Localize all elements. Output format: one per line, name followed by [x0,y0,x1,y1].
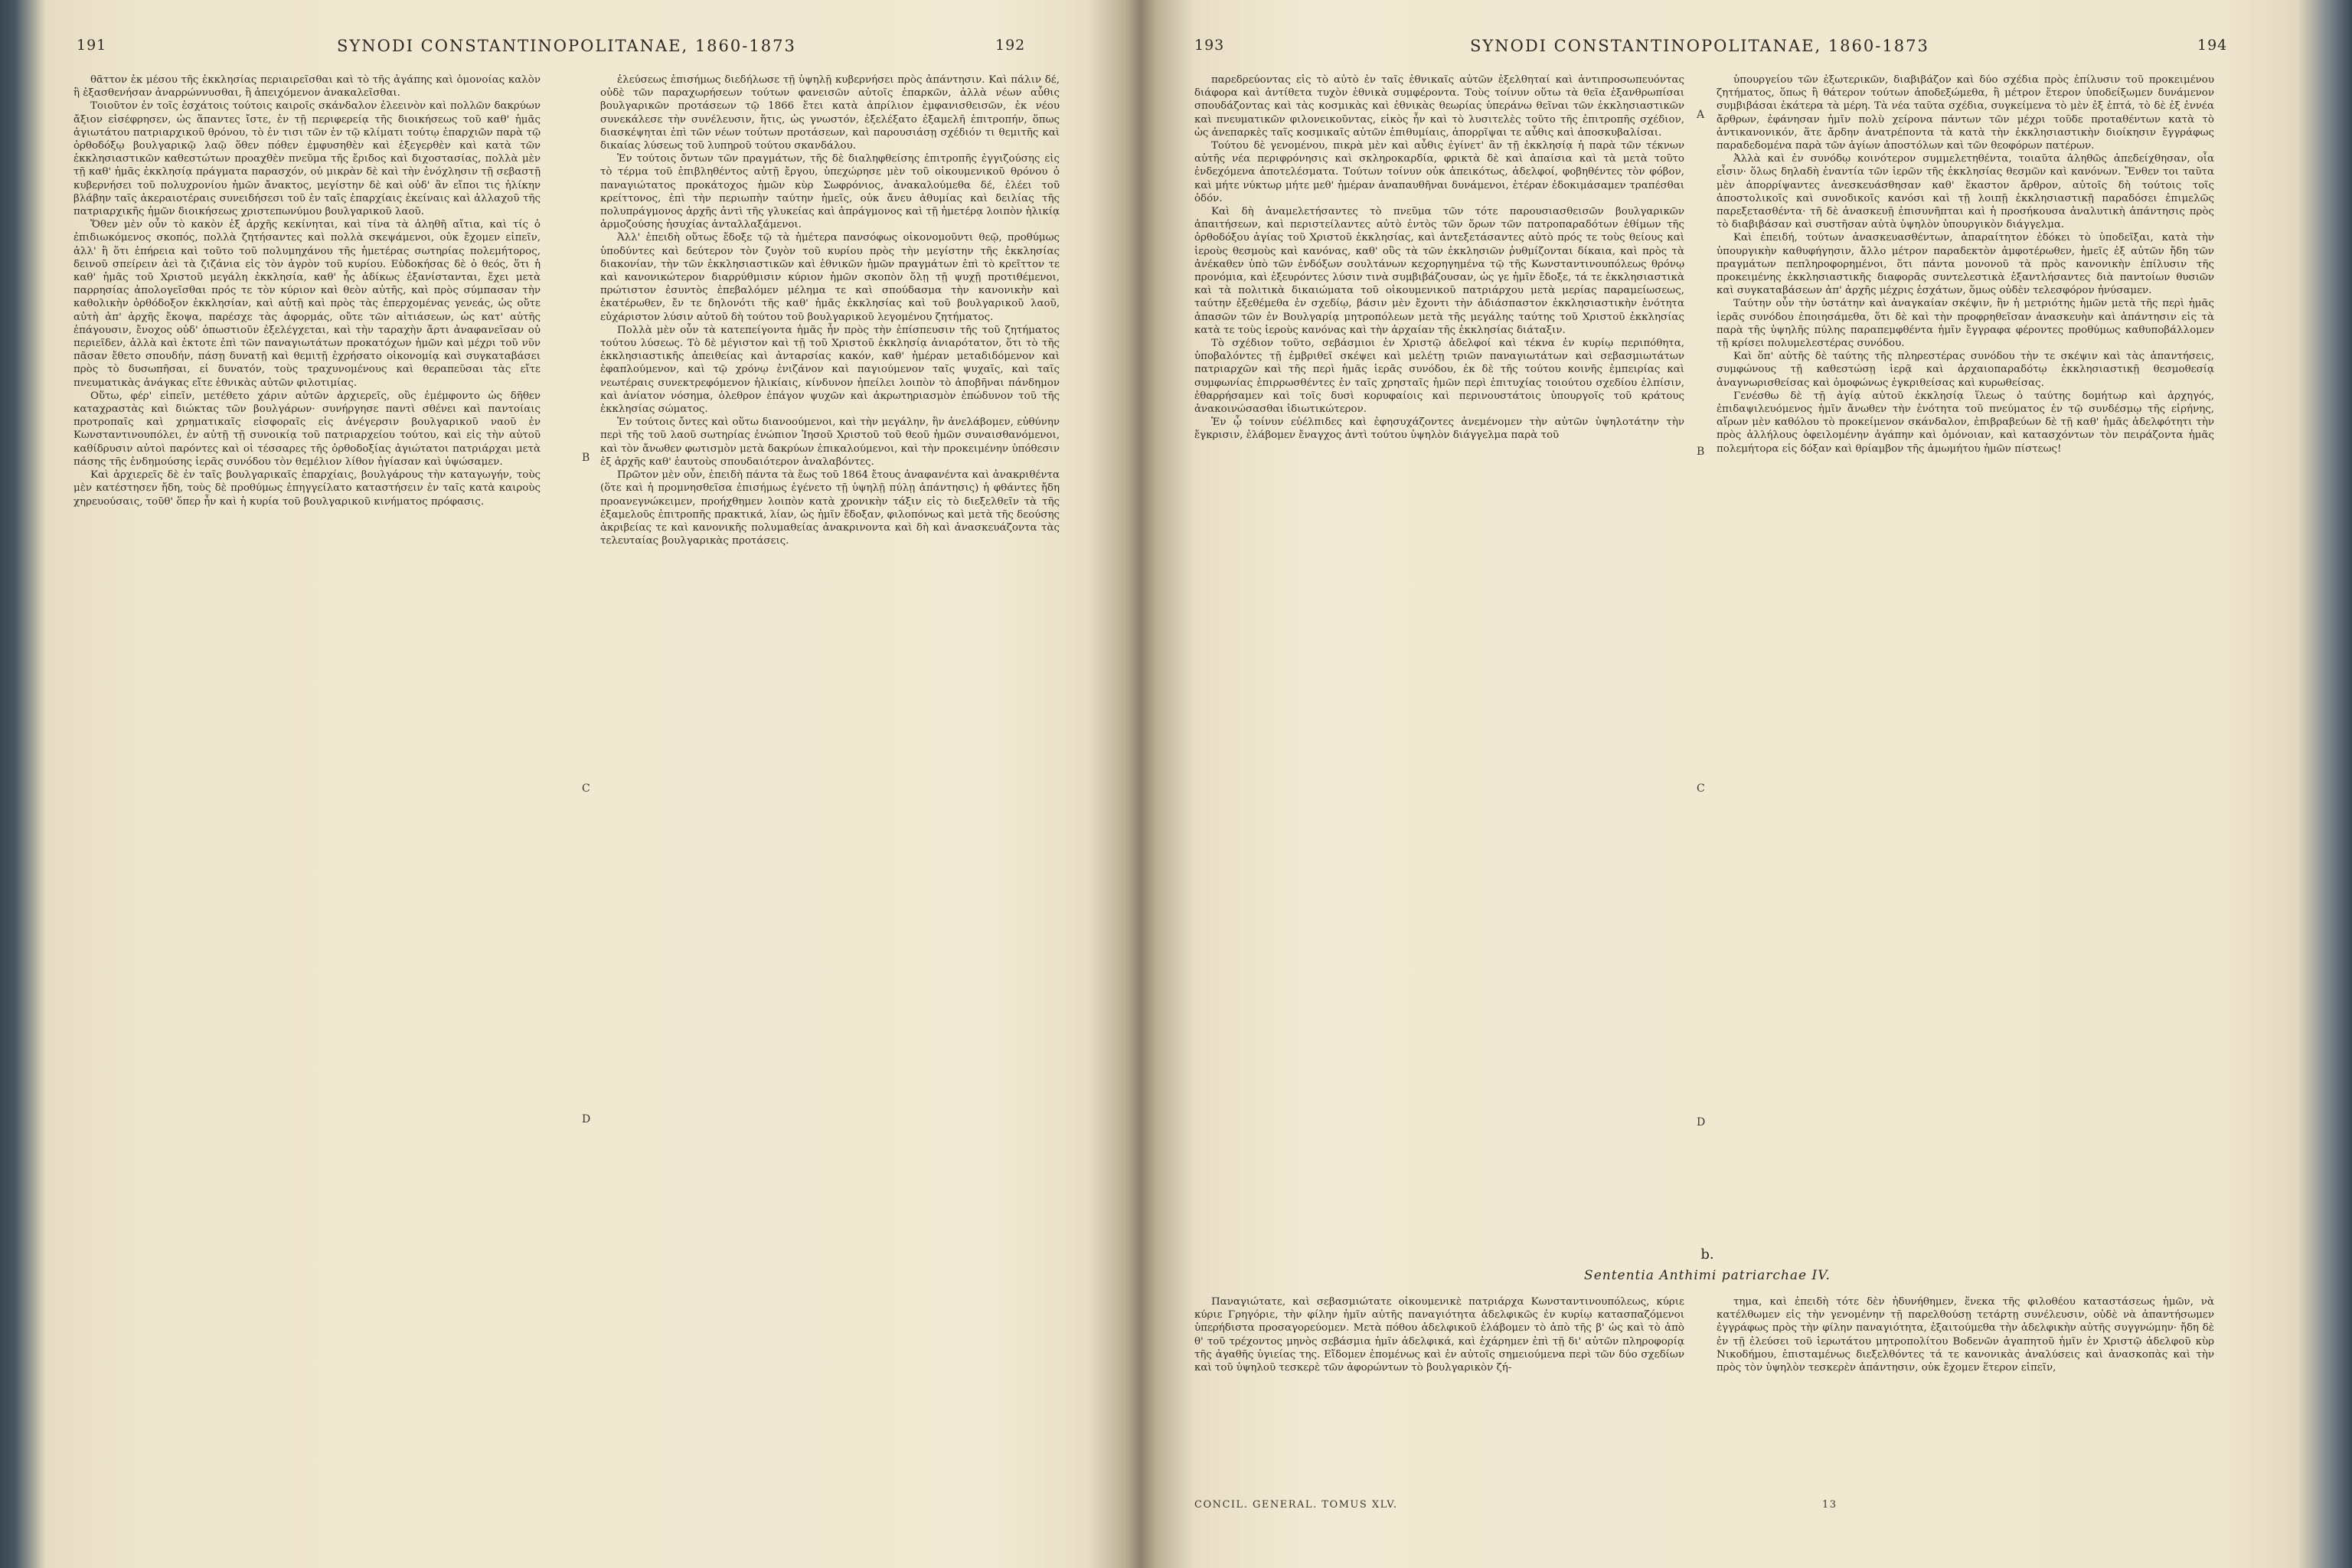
paragraph: Καὶ ὅπ' αὐτῆς δὲ ταύτης τῆς πληρεστέρας συνόδου τὴν τε σκέψιν καὶ τὰς ἀπαντήσεις, συμφώνους τῇ καθεστώσῃ ἱερᾷ καὶ ἀρχαιοπαραδότῳ ἐκκλησιαστικῇ θεσμοθεσίᾳ ἀναγνωρισθείσας καὶ ὁμοφώνως ἐγκριθείσας καὶ κυρωθείσας. [1717,351,2214,389]
text-column-right [600,74,1060,1513]
text-column-left [74,74,541,1513]
footer-signature: 13 [1822,1499,1838,1511]
paragraph: Τὸ σχέδιον τοῦτο, σεβάσμιοι ἐν Χριστῷ ἀδελφοί καὶ τέκνα ἐν κυρίῳ περιπόθητα, ὑποβαλόντες τῇ ἐμβριθεῖ σκέψει καὶ μελέτῃ τριῶν παναγιωτάτων καὶ σεβασμιωτάτων πατριαρχῶν καὶ τῆς περὶ ἡμᾶς ἱερᾶς συνόδου, ἐκ δὲ τῆς τούτου κοινῆς ἐμπειρίας καὶ συμφωνίας ἐπιρρωσθέντες ἐν ταῖς χρησταῖς ἡμῶν περὶ ἐπιτυχίας τοιούτου σχεδίου ἐλπίσιν, ἐθαρρήσαμεν καὶ τοῖς δυσὶ κορυφαίοις καὶ περινουστάτοις ὑπουργοῖς τοῦ κράτους ἀνακοινώσασθαι ἰδιωτικώτερον. [1194,338,1684,416]
paragraph: Ἐν τούτοις ὄντες καὶ οὕτω διανοούμενοι, καὶ τὴν μεγάλην, ἣν ἀνελάβομεν, εὐθύνην περὶ τῆς τοῦ λαοῦ σωτηρίας ἐνώπιον Ἰησοῦ Χριστοῦ τοῦ θεοῦ ἡμῶν συναισθανόμενοι, καὶ τὸν ἄνωθεν φωτισμὸν μετὰ δακρύων ἐπικαλούμενοι, καὶ τὴν προκειμένην ὑπόθεσιν ἐξ ἀρχῆς καθ' ἑαυτοὺς σπουδαιότερον ἀναλαβόντες. [600,416,1060,468]
paragraph: ἐλεύσεως ἐπισήμως διεδήλωσε τῇ ὑψηλῇ κυβερνήσει πρὸς ἀπάντησιν. Καὶ πάλιν δέ, οὐδὲ τῶν παραχωρήσεων τούτων φανεισῶν αὐτοῖς ἐπαρκῶν, ἀλλὰ νέων αὖθις βουλγαρικῶν προτάσεων τῷ 1866 ἔτει κατὰ ἀπρίλιον ἐμφανισθεισῶν, ἐκ νέου συνεκάλεσε τὴν συνέλευσιν, ἥτις, ὡς γνωστόν, ἐξελέξατο ἐξαμελῆ ἐπιτροπήν, ὅπως διασκέψηται ἐπὶ τῶν νέων τούτων προτάσεων, καὶ παρουσιάσῃ σχέδιόν τι θεμιτῆς καὶ δικαίας λύσεως τοῦ λυπηροῦ τούτου σκανδάλου. [600,74,1060,152]
paragraph: Γενέσθω δὲ τῇ ἁγίᾳ αὐτοῦ ἐκκλησίᾳ ἵλεως ὁ ταύτης δομήτωρ καὶ ἀρχηγός, ἐπιδαψιλευόμενος ἡμῖν ἄνωθεν τὴν ἑνότητα τοῦ πνεύματος ἐν τῷ συνδέσμῳ τῆς εἰρήνης, αἴρων μὲν καθόλου τὸ προκείμενον σκάνδαλον, ἐπιβραβεύων δὲ τῇ καθ' ἡμᾶς ἀδελφότητι τὴν πρὸς ἀλλήλους ὀφειλομένην ἀγάπην καὶ ὁμόνοιαν, καὶ κατασχόντων τὸν πειράζοντα ἡμᾶς πολεμήτορα εἰς δόξαν καὶ θρίαμβον τῆς ἀμωμήτου ἡμῶν πίστεως! [1717,390,2214,455]
paragraph: Καὶ δὴ ἀναμελετήσαντες τὸ πνεῦμα τῶν τότε παρουσιασθεισῶν βουλγαρικῶν ἀπαιτήσεων, καὶ περιστείλαντες αὐτὸ ἐντὸς τῶν ὅρων τῶν πατροπαραδότων ἐθίμων τῆς ὀρθοδόξου ἁγίας τοῦ Χριστοῦ ἐκκλησίας, καὶ ἀντεξετάσαντες αὐτὸ πρός τε τοὺς θείους καὶ ἱεροὺς θεσμοὺς καὶ κανόνας, καθ' οὓς τὰ τῶν ἐκκλησιῶν ῥυθμίζονται δίκαια, καὶ πρὸς τὰ ἀνέκαθεν ὑπὸ τῶν ἐνδόξων σουλτάνων κεχορηγημένα τῷ τῆς Κωνσταντινουπόλεως θρόνῳ προνόμια, καὶ ἐξευρόντες λύσιν τινὰ συμβιβάζουσαν, ὡς γε ἡμῖν ἔδοξε, τά τε ἐκκλησιαστικὰ καὶ τὰ πολιτικὰ δικαιώματα τοῦ οἰκουμενικοῦ πατριάρχου μετὰ μερίας παραμείωσεως, ταύτην ἐξεθέμεθα ἐν σχεδίῳ, βάσιν μὲν ἔχοντι τὴν ἀδιάσπαστον ἐκκλησιαστικὴν ἑνότητα ἁπασῶν τῶν ἐν Βουλγαρίᾳ μητροπόλεων μετὰ τῆς μεγάλης ταύτης τοῦ Χριστοῦ ἐκκλησίας κατὰ τε τοὺς ἱεροὺς κανόνας καὶ τὴν ἀρχαίαν τῆς ἐκκλησίας διάταξιν. [1194,206,1684,336]
paragraph: Ταύτην οὖν τὴν ὑστάτην καὶ ἀναγκαίαν σκέψιν, ἣν ἡ μετριότης ἡμῶν μετὰ τῆς περὶ ἡμᾶς ἱερᾶς συνόδου ἐποιησάμεθα, ὅτι δὲ καὶ τὴν προφρηθεῖσαν ἀνασκευὴν καὶ ἀπάντησιν εἰς τὰ παρὰ τῆς ὑψηλῆς πύλης παραπεμφθέντα ἡμῖν ἔγγραφα φέροντες προθύμως καθυποβάλλομεν τῇ κρίσει πολυμελεστέρας συνόδου. [1717,298,2214,350]
section-text-right [1717,1295,2214,1491]
paragraph: Παναγιώτατε, καὶ σεβασμιώτατε οἰκουμενικὲ πατριάρχα Κωνσταντινουπόλεως, κύριε κύριε Γρηγόριε, τὴν φίλην ἡμῖν αὐτῆς παναγιότητα ἀδελφικῶς ἐν κυρίῳ κατασπαζόμενοι ὑπερήδιστα προσαγορεύομεν. Μετὰ πόθου ἀδελφικοῦ ἐλάβομεν τὸ ἀπὸ τῆς β' ὡς καὶ τὸ ἀπὸ θ' τοῦ τρέχοντος μηνὸς σεβάσμια ἡμῖν ἀδελφικά, καὶ ἐχάρημεν ἐπὶ τῇ δι' αὐτῶν πληροφορίᾳ τῆς ἀγαθῆς ὑγιείας της. Εἴδομεν ἐπομένως καὶ ἐν αὐτοῖς σημειούμενα περὶ τῶν δύο σχεδίων καὶ τοῦ ὑψηλοῦ τεσκερὲ τῶν ἀφορώντων τὸ βουλγαρικὸν ζή- [1194,1296,1684,1374]
running-title: SYNODI CONSTANTINOPOLITANAE, 1860-1873 [337,37,796,55]
page-number-left: 191 [77,37,107,54]
text-column-right [1717,74,2214,1230]
text-column-left [1194,74,1684,1230]
section-title: Sententia Anthimi patriarchae IV. [1584,1268,1831,1283]
paragraph: Ἐν ᾧ τοίνυν εὐέλπιδες καὶ ἐφησυχάζοντες ἀνεμένομεν τὴν αὐτῶν ὑψηλοτάτην τὴν ἔγκρισιν, ἐλάβομεν ἔναγχος ἀντὶ τούτου ὑψηλὸν διάγγελμα παρὰ τοῦ [1194,416,1684,442]
page-number-right: 194 [2197,37,2228,54]
section-text-left [1194,1295,1684,1491]
paragraph: Καὶ ἐπειδή, τούτων ἀνασκευασθέντων, ἀπαραίτητον ἐδόκει τὸ ὑποδεῖξαι, κατὰ τὴν ὑπουργικὴν καθυφήγησιν, ἄλλο μέτρον παραδεκτὸν ἀμφοτέρωθεν, ἡμεῖς ἐξ αὐτῶν ἤδη τῶν πραγμάτων πεπληροφορημένοι, ὅτι πάντα μονονοῦ τὰ πρὸς κανονικὴν ἐπίλυσιν τῆς προκειμένης ἐκκλησιαστικῆς διαφορᾶς συντελεστικὰ ἐξαντλήσαντες διὰ παντοίων θυσιῶν καὶ συγκαταβάσεων ἀπ' ἀρχῆς μέχρις ἐσχάτων, ὅμως οὐδὲν τελεσφόρον ἠνύσαμεν. [1717,232,2214,297]
margin-letter-c: C [1697,782,1705,795]
margin-letter-d: D [1697,1116,1706,1129]
paragraph: Τοιοῦτον ἐν τοῖς ἐσχάτοις τούτοις καιροῖς σκάνδαλον ἐλεεινὸν καὶ πολλῶν δακρύων ἄξιον εἰσέφρησεν, ὡς ἅπαντες ἴστε, ἐν τῇ περιφερείᾳ τῆς διοικήσεως τοῦ καθ' ἡμᾶς ἁγιωτάτου πατριαρχικοῦ θρόνου, τὸ ἐν τισι τῶν ἐν τῷ κλίματι τούτῳ ἐπαρχιῶν παρὰ τῷ ὀρθοδόξῳ βουλγαρικῷ λαῷ ὅθεν πόθεν ἐμφυσηθὲν καὶ ἐξεγερθὲν καὶ κατὰ τῶν ἐκκλησιαστικῶν καθεστώτων προαχθὲν πνεῦμα τῆς ἔριδος καὶ διχοστασίας, πολλὰ μὲν τῇ καθ' ἡμᾶς ἐκκλησίᾳ πράγματα παρασχόν, οὐ μικρὰν δὲ καὶ τὴν ἐνόχλησιν τῇ σεβαστῇ κυβερνήσει τοῦ πολυχρονίου ἡμῶν ἄνακτος, μεγίστην δὲ καὶ οὐδ' ἂν εἴποι τις ἡλίκην βλάβην ταῖς ἀκεραιοτέραις συνειδήσεσι τοῦ ἐν ταῖς ἐπαρχίαις ἐκείναις καὶ ἀλλαχοῦ τῆς πατριαρχικῆς ἡμῶν διοικήσεως χριστεπωνύμου βουλγαρικοῦ λαοῦ. [74,100,541,218]
paragraph: τημα, καὶ ἐπειδὴ τότε δὲν ἠδυνήθημεν, ἕνεκα τῆς φιλοθέου καταστάσεως ἡμῶν, νὰ κατέλθωμεν εἰς τὴν γενομένην τῇ παρελθούσῃ τετάρτῃ συνέλευσιν, οὐδὲ νὰ ἀπαντήσωμεν ἐγγράφως πρὸς τὴν φίλην παναγιότητα, ἐξαιτούμεθα τὴν ἀδελφικὴν αὐτῆς συγγνώμην· ἤδη δὲ ἐν τῇ ἐλεύσει τοῦ ἱερωτάτου μητροπολίτου Βοδενῶν ἀγαπητοῦ ἡμῖν ἐν Χριστῷ ἀδελφοῦ κὺρ Νικοδήμου, ἐπισταμένως διεξελθόντες τά τε κανονικὰς ἀναλύσεις καὶ ἀνασκοπὰς καὶ τὴν πρὸς τὸν ὑψηλὸν τεσκερὲν ἀπάντησιν, οὐκ ἔχομεν ἕτερον εἰπεῖν, [1717,1296,2214,1374]
paragraph: Ὅθεν μὲν οὖν τὸ κακὸν ἐξ ἀρχῆς κεκίνηται, καὶ τίνα τὰ ἀληθῆ αἴτια, καὶ τίς ὁ ἐπιδιωκόμενος σκοπός, πολλὰ ζητήσαντες καὶ πολλὰ σκεψάμενοι, οὐκ ἔχομεν εἰπεῖν, ἀλλ' ἢ ὅτι ἐπήρεια καὶ τοῦτο τοῦ πολυμηχάνου τῆς ἡμετέρας σωτηρίας πολεμήτορος, δεινοῦ σπείρειν ἀεὶ τὰ ζιζάνια εἰς τὸν ἀγρὸν τοῦ κυρίου. Εὐδοκήσας δὲ ὁ θεός, ὅτι ἡ καθ' ἡμᾶς τοῦ Χριστοῦ μεγάλη ἐκκλησία, καθ' ἧς ἀδίκως ἐξανίστανται, ἔχει μετὰ παρρησίας ἀπολογεῖσθαι πρός τε τὸν κύριον καὶ θεὸν αὐτῆς, καὶ πρὸς σύμπασαν τὴν καθολικὴν ὀρθόδοξον ἐκκλησίαν, καὶ αὐτῇ καὶ πρὸς τὰς ἐπερχομένας γενεάς, ὡς οὔτε αὐτὴ ἀπ' ἀρχῆς ἔκοψα, παρέσχε τὰς ἀφορμάς, οὔτε τῶν αἰτιάσεων, ὡς κατ' αὐτῆς ἐπάγουσιν, ἔνοχος οὐδ' ὁπωστιοῦν ἐξελέγχεται, καὶ τὴν ταραχὴν ἄρτι ἀναφανεῖσαν οὐ περιεῖδεν, ἀλλὰ καὶ ἐκτοτε ἐπὶ τῶν παναγιωτάτων προκατόχων ἡμῶν καὶ μέχρι τοῦ νῦν πᾶσαν ἔθετο σπουδήν, πάσῃ δυνατῇ καὶ θεμιτῇ ἐχρήσατο οἰκονομίᾳ καὶ συγκαταβάσει πρὸς τὸ δυσωπῆσαι, εἰ δυνατόν, τοὺς τραχυνομένους καὶ θεραπεῦσαι τὰς εἴτε πνευματικὰς ἀνάγκας εἴτε ἐθνικὰς αὐτῶν φιλοτιμίας. [74,219,541,389]
paragraph: θᾶττον ἐκ μέσου τῆς ἐκκλησίας περιαιρεῖσθαι καὶ τὸ τῆς ἀγάπης καὶ ὁμονοίας καλὸν ἢ ἐξασθενήσαν ἀναρρώννυσθαι, ἢ ἀπειχόμενον ἀνακαλεῖσθαι. [74,74,541,100]
paragraph: Καὶ ἀρχιερεῖς δὲ ἐν ταῖς βουλγαρικαῖς ἐπαρχίαις, βουλγάρους τὴν καταγωγήν, τοὺς μὲν κατέστησεν ἤδη, τοὺς δὲ προθύμως ἐπηγγείλατο καταστήσειν ἐν ταῖς κατὰ καιροὺς χηρευούσαις, τοῦθ' ὅπερ ἦν καὶ ἡ κυρία τοῦ βουλγαρικοῦ κινήματος πρόφασις. [74,469,541,508]
section-letter: b. [1700,1246,1714,1263]
footer-volume: CONCIL. GENERAL. TOMUS XLV. [1194,1499,1398,1511]
page-number-left: 193 [1194,37,1225,54]
margin-letter-a: A [1697,109,1705,121]
margin-letter-b: B [582,452,590,464]
paragraph: Ἀλλὰ καὶ ἐν συνόδῳ κοινότερον συμμελετηθέντα, τοιαῦτα ἀληθῶς ἀπεδείχθησαν, οἷα εἶσιν· ὅλως δηλαδὴ ἐναντία τῶν ἱερῶν τῆς ἐκκλησίας θεσμῶν καὶ κανόνων. Ἔνθεν τοι ταῦτα μὲν ἀπορρίψαντες ἀνεσκευάσθησαν καθ' ἕκαστον ἄρθρον, αὐτοῖς δὴ τούτοις τοῖς ἀποστολικοῖς καὶ συνοδικοῖς κανόσι καὶ τῇ λοιπῇ ἐκκλησιαστικῇ παραδόσει ἐπιμελῶς παρεξετασθέντα· τῆ δὲ ἀνασκευῇ ἐπισυνῆπται καὶ ἡ προσήκουσα ἀναλυτικὴ ἀπάντησις πρὸς τὸ διαβιβάσαν καὶ συστῆσαν αὐτὰ ὑψηλὸν ὑπουργικὸν διάγγελμα. [1717,153,2214,231]
left-page [46,0,1118,1568]
margin-letter-d: D [582,1113,591,1125]
paragraph: Τούτου δὲ γενομένου, πικρὰ μὲν καὶ αὖθις ἐγίνετ' ἂν τῇ ἐκκλησίᾳ ἡ παρὰ τῶν τέκνων αὐτῆς νέα περιφρόνησις καὶ σκληροκαρδία, φρικτὰ δὲ καὶ ἀπαίσια καὶ τὰ μετὰ τοῦτο ἐνδεχόμενα ἀποτελέσματα. Τούτων τοίνυν οὐκ ἀπεικότως, ἀδελφοί, φοβηθέντες τὸν φόβον, καὶ μήτε νύκτωρ μήτε μεθ' ἡμέραν ἀναπαυθῆναι δυνάμενοι, ἑτέραν ἐδοκιμάσαμεν τραπέσθαι ὁδόν. [1194,140,1684,204]
paragraph: ὑπουργείου τῶν ἐξωτερικῶν, διαβιβάζον καὶ δύο σχέδια πρὸς ἐπίλυσιν τοῦ προκειμένου ζητήματος, ὅπως ἢ θάτερον τούτων ἀποδεξώμεθα, ἢ μέτρον ἕτερον ὑποδείξωμεν δυνάμενον συμβιβάσαι ἑκάτερα τὰ μέρη. Τὰ νέα ταῦτα σχέδια, συγκείμενα τὸ μὲν ἐξ ἑπτά, τὸ δὲ ἐξ ἐννέα ἄρθρων, ἐφάνησαν ἡμῖν πολὺ χείρονα πάντων τῶν μέχρι τοῦδε προταθέντων κατὰ τὸ ἀντικανονικόν, ἅτε ἄρδην ἀνατρέποντα τὰ κατὰ τὴν ἐκκλησιαστικὴν διοίκησιν ἔγγράφως παραδεδομένα παρὰ τῶν ἁγίων ἀποστόλων καὶ τῶν θεοφόρων πατέρων. [1717,74,2214,152]
margin-letter-b: B [1697,446,1705,458]
margin-letter-c: C [582,782,590,795]
paragraph: παρεδρεύοντας εἰς τὸ αὐτὸ ἐν ταῖς ἐθνικαῖς αὐτῶν ἐξελθηταί καὶ ἀντιπροσωπευόντας διάφορα καὶ ἀντίθετα τυχὸν ἐθνικὰ συμφέροντα. Τοὺς τοίνυν οὕτω τὰ θεῖα ἐξανθρωπίσαι σπουδάζοντας καὶ τὰς κοσμικὰς καὶ ἐθνικὰς θεωρίας ὑπεράνω θεῖναι τῶν ἐκκλησιαστικῶν καὶ πνευματικῶν φιλονεικοῦντας, εἰκὸς ἦν καὶ τὸ λυσιτελὲς τοῦτο τῆς ἐπιτροπῆς σχέδιον, ὡς ἀνεπαρκὲς ταῖς κοσμικαῖς αὐτῶν ἐπιθυμίαις, ἀπορρῖψαι τε αὖθις καὶ ἀποσκυβαλίσαι. [1194,74,1684,139]
running-title: SYNODI CONSTANTINOPOLITANAE, 1860-1873 [1470,37,1929,55]
paragraph: Ἐν τούτοις ὄντων τῶν πραγμάτων, τῆς δὲ διαληφθείσης ἐπιτροπῆς ἐγγιζούσης εἰς τὸ τέρμα τοῦ ἐπιβληθέντος αὐτῇ ἔργου, ὑπεχώρησε μὲν τοῦ οἰκουμενικοῦ θρόνου ὁ παναγιώτατος προκάτοχος ἡμῶν κὺρ Σωφρόνιος, ἀνακαλούμεθα δέ, ἐλέει τοῦ κρείττονος, ἐπὶ τὴν περιωπὴν ταύτην ἡμεῖς, οὐκ ἄνευ ἀθυμίας καὶ δειλίας τῆς πολυπράγμονος ἀρχῆς ἀντὶ τῆς γλυκείας καὶ ἀπράγμονος καὶ τῇ ἡμετέρᾳ λοιπὸν ἡλικίᾳ ἁρμοζούσης ἡσυχίας ἀνταλλαξάμενοι. [600,153,1060,231]
paragraph: Πολλὰ μὲν οὖν τὰ κατεπείγοντα ἡμᾶς ἦν πρὸς τὴν ἐπίσπευσιν τῆς τοῦ ζητήματος τούτου λύσεως. Τὸ δὲ μέγιστον καὶ τῇ τοῦ Χριστοῦ ἐκκλησίᾳ ἀνιαρότατον, ὅτι τὸ τῆς ἐκκλησιαστικῆς ἀπειθείας καὶ ἀνταρσίας κακόν, καθ' ἡμέραν μεταδιδόμενον καὶ ἐφαπλούμενον, καὶ τῷ χρόνῳ ἐνιζάνον καὶ παγιούμενον ταῖς ψυχαῖς, καὶ ταῖς νεωτέραις συνεκτρεφόμενον ἡλικίαις, κίνδυνον ἠπείλει λοιπὸν τὸ ἀποβῆναι πάνδημον καὶ ἀνίατον νόσημα, ὀλεθρον ἐπάγον ψυχῶν καὶ ἀκρωτηριασμὸν ἐπώδυνον τοῦ τῆς ἐκκλησίας σώματος. [600,324,1060,416]
paragraph: Πρῶτον μὲν οὖν, ἐπειδὴ πάντα τὰ ἕως τοῦ 1864 ἔτους ἀναφανέντα καὶ ἀνακριθέντα (ὅτε καὶ ἡ προμνησθεῖσα ἐπισήμως ἐγένετο τῇ ὑψηλῇ πύλῃ ἀπάντησις) ἡ φθάντες ἤδη προανεγνώκειμεν, προήχθημεν λοιπὸν κατὰ χρονικὴν τάξιν εἰς τὸ διεξελθεῖν τὰ τῆς ἐξαμελοῦς ἐπιτροπῆς πρακτικά, λίαν, ὡς ἡμῖν ἔδοξαν, φιλοπόνως καὶ μετὰ τῆς δεούσης ἀκριβείας τε καὶ κανονικῆς πολυμαθείας ἀνακρινοντα καὶ δὴ καὶ ἀνασκευάζοντα τὰς τελευταίας βουλγαρικὰς προτάσεις. [600,469,1060,547]
right-page [1164,0,2312,1568]
paragraph: Οὕτω, φέρ' εἰπεῖν, μετέθετο χάριν αὐτῶν ἀρχιερεῖς, οὓς ἐμέμφοντο ὡς δῆθεν καταχραστὰς καὶ διώκτας τῶν βουλγάρων· συνήργησε παντὶ σθένει καὶ παντοίαις προτροπαῖς καὶ χρηματικαῖς εἰσφοραῖς εἰς ἀνέγερσιν βουλγαρικοῦ ναοῦ ἐν Κωνσταντινουπόλει, ἐν αὐτῇ τῇ συνοικίᾳ τοῦ πατριαρχείου τούτου, καὶ εἰς τὴν αὐτοῦ καθίδρυσιν αὐτοὶ παρόντες καὶ οἱ τέσσαρες τῆς ὀρθοδοξίας ἁγιώτατοι πατριάρχαι μετὰ πάσης τῆς ἐνδημούσης ἱερᾶς συνόδου τὸν θεμέλιον λίθον ἡγίασαν καὶ ὑψώσαμεν. [74,390,541,468]
page-number-right: 192 [995,37,1026,54]
paragraph: Ἀλλ' ἐπειδὴ οὕτως ἔδοξε τῷ τὰ ἡμέτερα πανσόφως οἰκονομοῦντι θεῷ, προθύμως ὑποδύντες καὶ δεύτερον τὸν ζυγὸν τοῦ κυρίου πρὸς τὴν μεγίστην τῆς ἐκκλησίας διακονίαν, τὴν τῶν ἐκκλησιαστικῶν καὶ ἐθνικῶν ἡμῶν πραγμάτων ἐπὶ τὸ κρεῖττον τε καὶ κανονικώτερον διαρρύθμισιν κύριον ἡμῶν σκοπὸν ὅλῃ τῇ ψυχῇ προτιθέμενοι, πρώτιστον ἐσυντὸς ἐπεβαλόμεν μέλημα τε καὶ σπούδασμα τὴν κανονικὴν καὶ ἑκατέρωθεν, ἔν τε δηλονότι τῆς καθ' ἡμᾶς ἐκκλησίας καὶ τοῦ βουλγαρικοῦ λαοῦ, εὐχάριστον λύσιν αὐτοῦ δὴ τούτου τοῦ βουλγαρικοῦ λεγομένου ζητήματος. [600,232,1060,323]
